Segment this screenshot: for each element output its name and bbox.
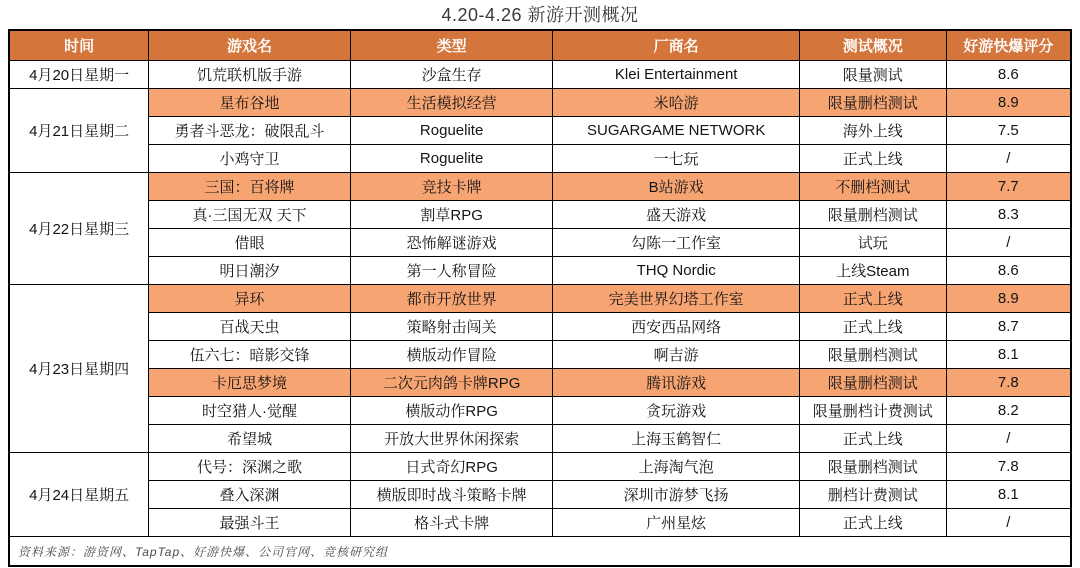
- game-name-cell: 代号：深渊之歌: [149, 453, 351, 481]
- publisher-cell: 广州星炫: [553, 509, 799, 537]
- publisher-cell: 深圳市游梦飞扬: [553, 481, 799, 509]
- test-status-cell: 删档计费测试: [799, 481, 946, 509]
- game-name-cell: 伍六七：暗影交锋: [149, 341, 351, 369]
- game-genre-cell: 沙盒生存: [350, 61, 553, 89]
- date-cell: 4月20日星期一: [9, 61, 149, 89]
- publisher-cell: 贪玩游戏: [553, 397, 799, 425]
- score-cell: 8.1: [946, 481, 1071, 509]
- test-status-cell: 不删档测试: [799, 173, 946, 201]
- publisher-cell: B站游戏: [553, 173, 799, 201]
- game-release-table: [8, 29, 1072, 567]
- score-cell: 8.2: [946, 397, 1071, 425]
- column-header-score: 好游快爆评分: [946, 30, 1071, 61]
- game-name-cell: 最强斗王: [149, 509, 351, 537]
- table-row: [9, 509, 1071, 537]
- test-status-cell: 海外上线: [799, 117, 946, 145]
- test-status-cell: 限量测试: [799, 61, 946, 89]
- game-genre-cell: 生活模拟经营: [350, 89, 553, 117]
- score-cell: 7.8: [946, 369, 1071, 397]
- game-name-cell: 希望城: [149, 425, 351, 453]
- game-name-cell: 小鸡守卫: [149, 145, 351, 173]
- table-footer: [9, 537, 1071, 567]
- test-status-cell: 试玩: [799, 229, 946, 257]
- publisher-cell: SUGARGAME NETWORK: [553, 117, 799, 145]
- table-row: [9, 257, 1071, 285]
- table-row: [9, 341, 1071, 369]
- table-row: [9, 397, 1071, 425]
- publisher-cell: 盛天游戏: [553, 201, 799, 229]
- game-name-cell: 卡厄思梦境: [149, 369, 351, 397]
- table-row: [9, 173, 1071, 201]
- table-body: [9, 61, 1071, 537]
- table-row: [9, 285, 1071, 313]
- date-cell: 4月24日星期五: [9, 453, 149, 537]
- test-status-cell: 限量删档测试: [799, 341, 946, 369]
- table-row: [9, 61, 1071, 89]
- game-name-cell: 星布谷地: [149, 89, 351, 117]
- game-name-cell: 借眼: [149, 229, 351, 257]
- score-cell: 8.3: [946, 201, 1071, 229]
- game-genre-cell: 二次元肉鸽卡牌RPG: [350, 369, 553, 397]
- score-cell: 8.6: [946, 61, 1071, 89]
- score-cell: /: [946, 229, 1071, 257]
- column-header-genre: 类型: [350, 30, 553, 61]
- publisher-cell: 一七玩: [553, 145, 799, 173]
- date-cell: 4月21日星期二: [9, 89, 149, 173]
- test-status-cell: 正式上线: [799, 313, 946, 341]
- test-status-cell: 正式上线: [799, 145, 946, 173]
- score-cell: /: [946, 425, 1071, 453]
- publisher-cell: THQ Nordic: [553, 257, 799, 285]
- table-row: [9, 229, 1071, 257]
- game-genre-cell: 竞技卡牌: [350, 173, 553, 201]
- game-genre-cell: 横版动作RPG: [350, 397, 553, 425]
- header-row: [9, 30, 1071, 61]
- table-row: [9, 89, 1071, 117]
- game-genre-cell: 横版即时战斗策略卡牌: [350, 481, 553, 509]
- column-header-time: 时间: [9, 30, 149, 61]
- publisher-cell: 勾陈一工作室: [553, 229, 799, 257]
- table-row: [9, 453, 1071, 481]
- column-header-status: 测试概况: [799, 30, 946, 61]
- game-genre-cell: 都市开放世界: [350, 285, 553, 313]
- publisher-cell: 上海淘气泡: [553, 453, 799, 481]
- publisher-cell: 啊吉游: [553, 341, 799, 369]
- score-cell: 7.5: [946, 117, 1071, 145]
- test-status-cell: 正式上线: [799, 425, 946, 453]
- source-note: 资料来源：游资网、TapTap、好游快爆、公司官网、竞核研究组: [9, 537, 1071, 567]
- game-genre-cell: 割草RPG: [350, 201, 553, 229]
- game-name-cell: 明日潮汐: [149, 257, 351, 285]
- test-status-cell: 限量删档测试: [799, 369, 946, 397]
- column-header-publisher: 厂商名: [553, 30, 799, 61]
- score-cell: 8.7: [946, 313, 1071, 341]
- score-cell: /: [946, 509, 1071, 537]
- page-title: 4.20-4.26 新游开测概况: [441, 5, 639, 25]
- game-name-cell: 叠入深渊: [149, 481, 351, 509]
- game-name-cell: 勇者斗恶龙：破限乱斗: [149, 117, 351, 145]
- game-name-cell: 三国：百将牌: [149, 173, 351, 201]
- test-status-cell: 限量删档测试: [799, 201, 946, 229]
- table-header: [9, 30, 1071, 61]
- test-status-cell: 正式上线: [799, 509, 946, 537]
- game-genre-cell: 策略射击闯关: [350, 313, 553, 341]
- publisher-cell: Klei Entertainment: [553, 61, 799, 89]
- score-cell: 7.7: [946, 173, 1071, 201]
- game-genre-cell: 恐怖解谜游戏: [350, 229, 553, 257]
- publisher-cell: 完美世界幻塔工作室: [553, 285, 799, 313]
- test-status-cell: 限量删档测试: [799, 453, 946, 481]
- game-genre-cell: 格斗式卡牌: [350, 509, 553, 537]
- score-cell: 8.6: [946, 257, 1071, 285]
- table-row: [9, 145, 1071, 173]
- game-genre-cell: 日式奇幻RPG: [350, 453, 553, 481]
- table-row: [9, 369, 1071, 397]
- game-name-cell: 异环: [149, 285, 351, 313]
- table-row: [9, 117, 1071, 145]
- test-status-cell: 正式上线: [799, 285, 946, 313]
- score-cell: 8.1: [946, 341, 1071, 369]
- column-header-game: 游戏名: [149, 30, 351, 61]
- table-row: [9, 201, 1071, 229]
- score-cell: 8.9: [946, 89, 1071, 117]
- publisher-cell: 西安西品网络: [553, 313, 799, 341]
- test-status-cell: 上线Steam: [799, 257, 946, 285]
- score-cell: 8.9: [946, 285, 1071, 313]
- test-status-cell: 限量删档计费测试: [799, 397, 946, 425]
- date-cell: 4月22日星期三: [9, 173, 149, 285]
- table-row: [9, 313, 1071, 341]
- footer-row: [9, 537, 1071, 567]
- publisher-cell: 上海玉鹤智仁: [553, 425, 799, 453]
- game-name-cell: 百战天虫: [149, 313, 351, 341]
- game-name-cell: 时空猎人·觉醒: [149, 397, 351, 425]
- publisher-cell: 腾讯游戏: [553, 369, 799, 397]
- test-status-cell: 限量删档测试: [799, 89, 946, 117]
- score-cell: 7.8: [946, 453, 1071, 481]
- date-cell: 4月23日星期四: [9, 285, 149, 453]
- publisher-cell: 米哈游: [553, 89, 799, 117]
- game-genre-cell: 开放大世界休闲探索: [350, 425, 553, 453]
- game-genre-cell: 横版动作冒险: [350, 341, 553, 369]
- table-row: [9, 425, 1071, 453]
- table-row: [9, 481, 1071, 509]
- game-name-cell: 真·三国无双 天下: [149, 201, 351, 229]
- score-cell: /: [946, 145, 1071, 173]
- game-genre-cell: Roguelite: [350, 145, 553, 173]
- game-genre-cell: 第一人称冒险: [350, 257, 553, 285]
- game-genre-cell: Roguelite: [350, 117, 553, 145]
- game-name-cell: 饥荒联机版手游: [149, 61, 351, 89]
